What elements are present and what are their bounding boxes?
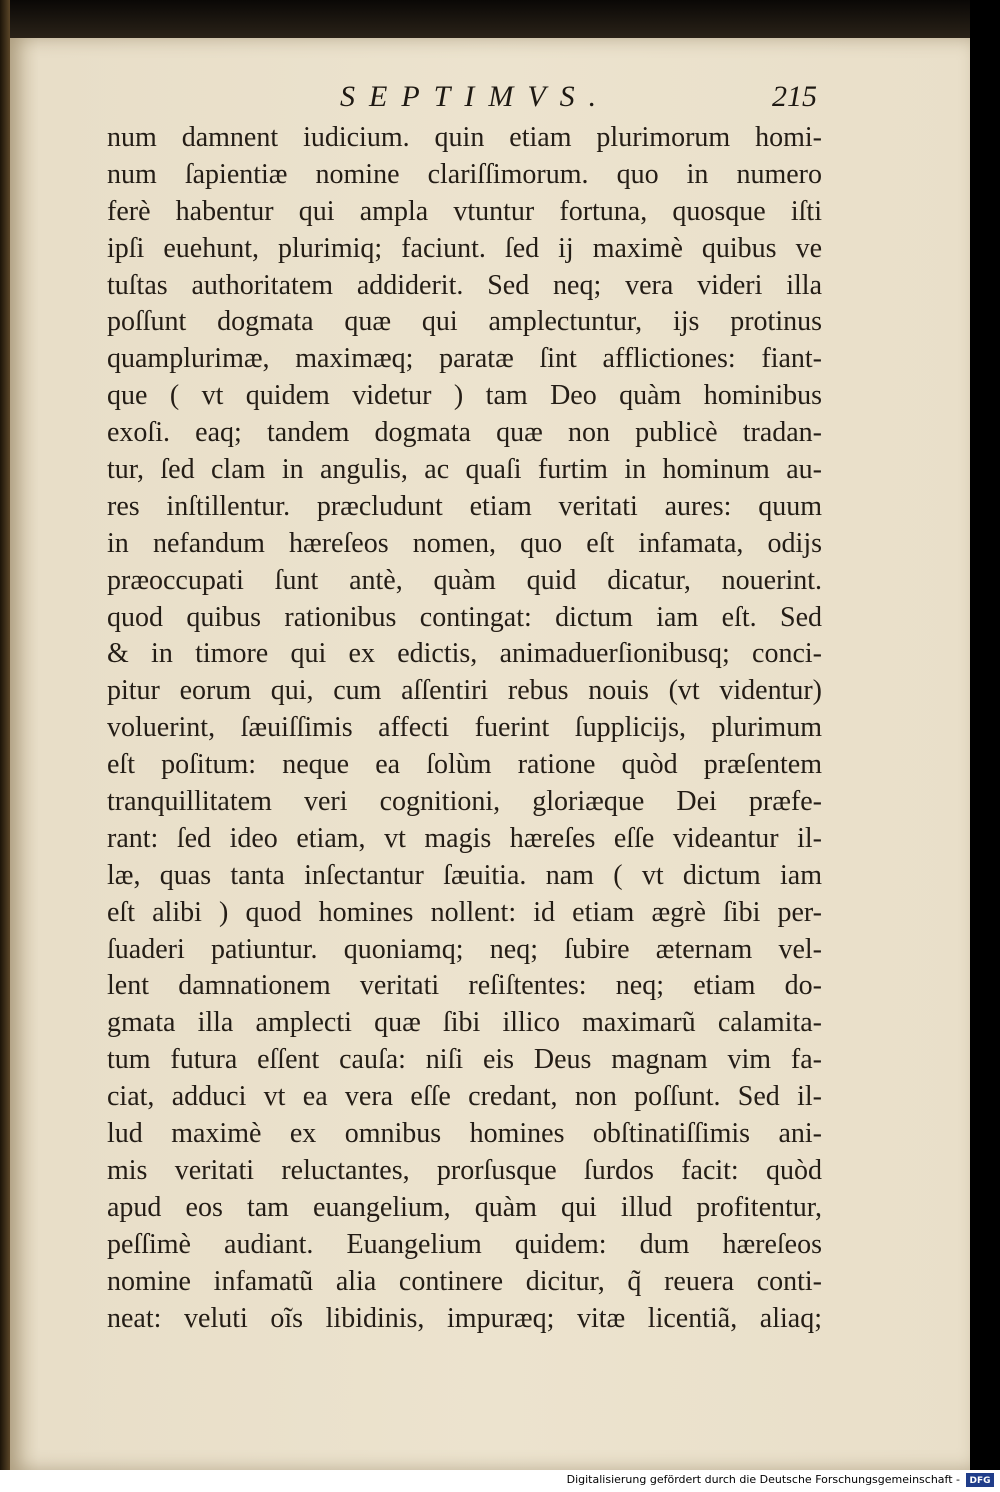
text-line: eſt alibi ) quod homines nollent: id etiam ægrè ſibi per- [107,896,822,928]
text-line: que ( vt quidem videtur ) tam Deo quàm hominibus [107,380,822,412]
book-gutter-edge [0,0,10,1470]
text-line: quamplurimæ, maximæq; paratæ ſint afflictiones: fiant- [107,343,822,375]
text-line: tuſtas authoritatem addiderit. Sed neq; vera videri illa [107,269,822,301]
text-line: num damnent iudicium. quin etiam plurimorum homi- [107,122,822,153]
text-line: mis veritati reluctantes, prorſusque ſurdos facit: quòd [107,1154,822,1186]
page-top-shadow [10,0,970,38]
text-line: ſuaderi patiuntur. quoniamq; neq; ſubire æternam vel- [107,933,822,965]
text-line: num ſapientiæ nomine clariſſimorum. quo in numero [107,158,822,190]
text-line: apud eos tam euangelium, quàm qui illud profitentur, [107,1191,822,1223]
text-line: rant: ſed ideo etiam, vt magis hæreſes eſſe videantur il- [107,822,822,854]
running-head [0,80,1000,120]
text-line: in nefandum hæreſeos nomen, quo eſt infamata, odijs [107,527,822,559]
running-title: SEPTIMVS. [340,80,611,113]
text-line: poſſunt dogmata quæ qui amplectuntur, ijs protinus [107,306,822,338]
page-number: 215 [772,80,817,113]
text-line: lud maximè ex omnibus homines obſtinatiſſimis ani- [107,1118,822,1150]
text-line: exoſi. eaq; tandem dogmata quæ non publicè tradan- [107,417,822,449]
dfg-logo-icon: DFG [966,1473,994,1487]
text-line: ipſi euehunt, plurimiq; faciunt. ſed ij maximè quibus ve [107,232,822,264]
text-line: ferè habentur qui ampla vtuntur fortuna, quosque iſti [107,195,822,227]
text-line: tum futura eſſent cauſa: niſi eis Deus magnam vim fa- [107,1044,822,1076]
text-line: eſt poſitum: neque ea ſolùm ratione quòd præſentem [107,749,822,781]
text-line: & in timore qui ex edictis, animaduerſionibusq; conci- [107,638,822,670]
text-line: tranquillitatem veri cognitioni, gloriæque Dei præfe- [107,786,822,818]
text-line: pitur eorum qui, cum aſſentiri rebus nouis (vt videntur) [107,675,822,707]
funding-credit: Digitalisierung gefördert durch die Deutsche Forschungsgemeinschaft - [566,1473,960,1486]
text-line: quod quibus rationibus contingat: dictum iam eſt. Sed [107,601,822,633]
text-line: voluerint, ſæuiſſimis affecti fuerint ſupplicijs, plurimum [107,712,822,744]
text-line: neat: veluti oĩs libidinis, impuræq; vitæ licentiã, aliaq; [107,1302,822,1334]
text-line: ciat, adduci vt ea vera eſſe credant, non poſſunt. Sed il- [107,1081,822,1113]
text-line: peſſimè audiant. Euangelium quidem: dum hæreſeos [107,1228,822,1260]
text-line: lent damnationem veritati reſiſtentes: neq; etiam do- [107,970,822,1002]
body-text [107,120,822,1337]
text-line: tur, ſed clam in angulis, ac quaſi furtim in hominum au- [107,454,822,486]
text-line: præoccupati ſunt antè, quàm quid dicatur, nouerint. [107,564,822,596]
text-line: gmata illa amplecti quæ ſibi illico maximarũ calamita- [107,1007,822,1039]
footer-bar [0,1470,1000,1492]
text-line: læ, quas tanta inſectantur ſæuitia. nam ( vt dictum iam [107,859,822,891]
text-line: nomine infamatũ alia continere dicitur, q̃ reuera conti- [107,1265,822,1297]
text-line: res inſtillentur. præcludunt etiam veritati aures: quum [107,490,822,522]
